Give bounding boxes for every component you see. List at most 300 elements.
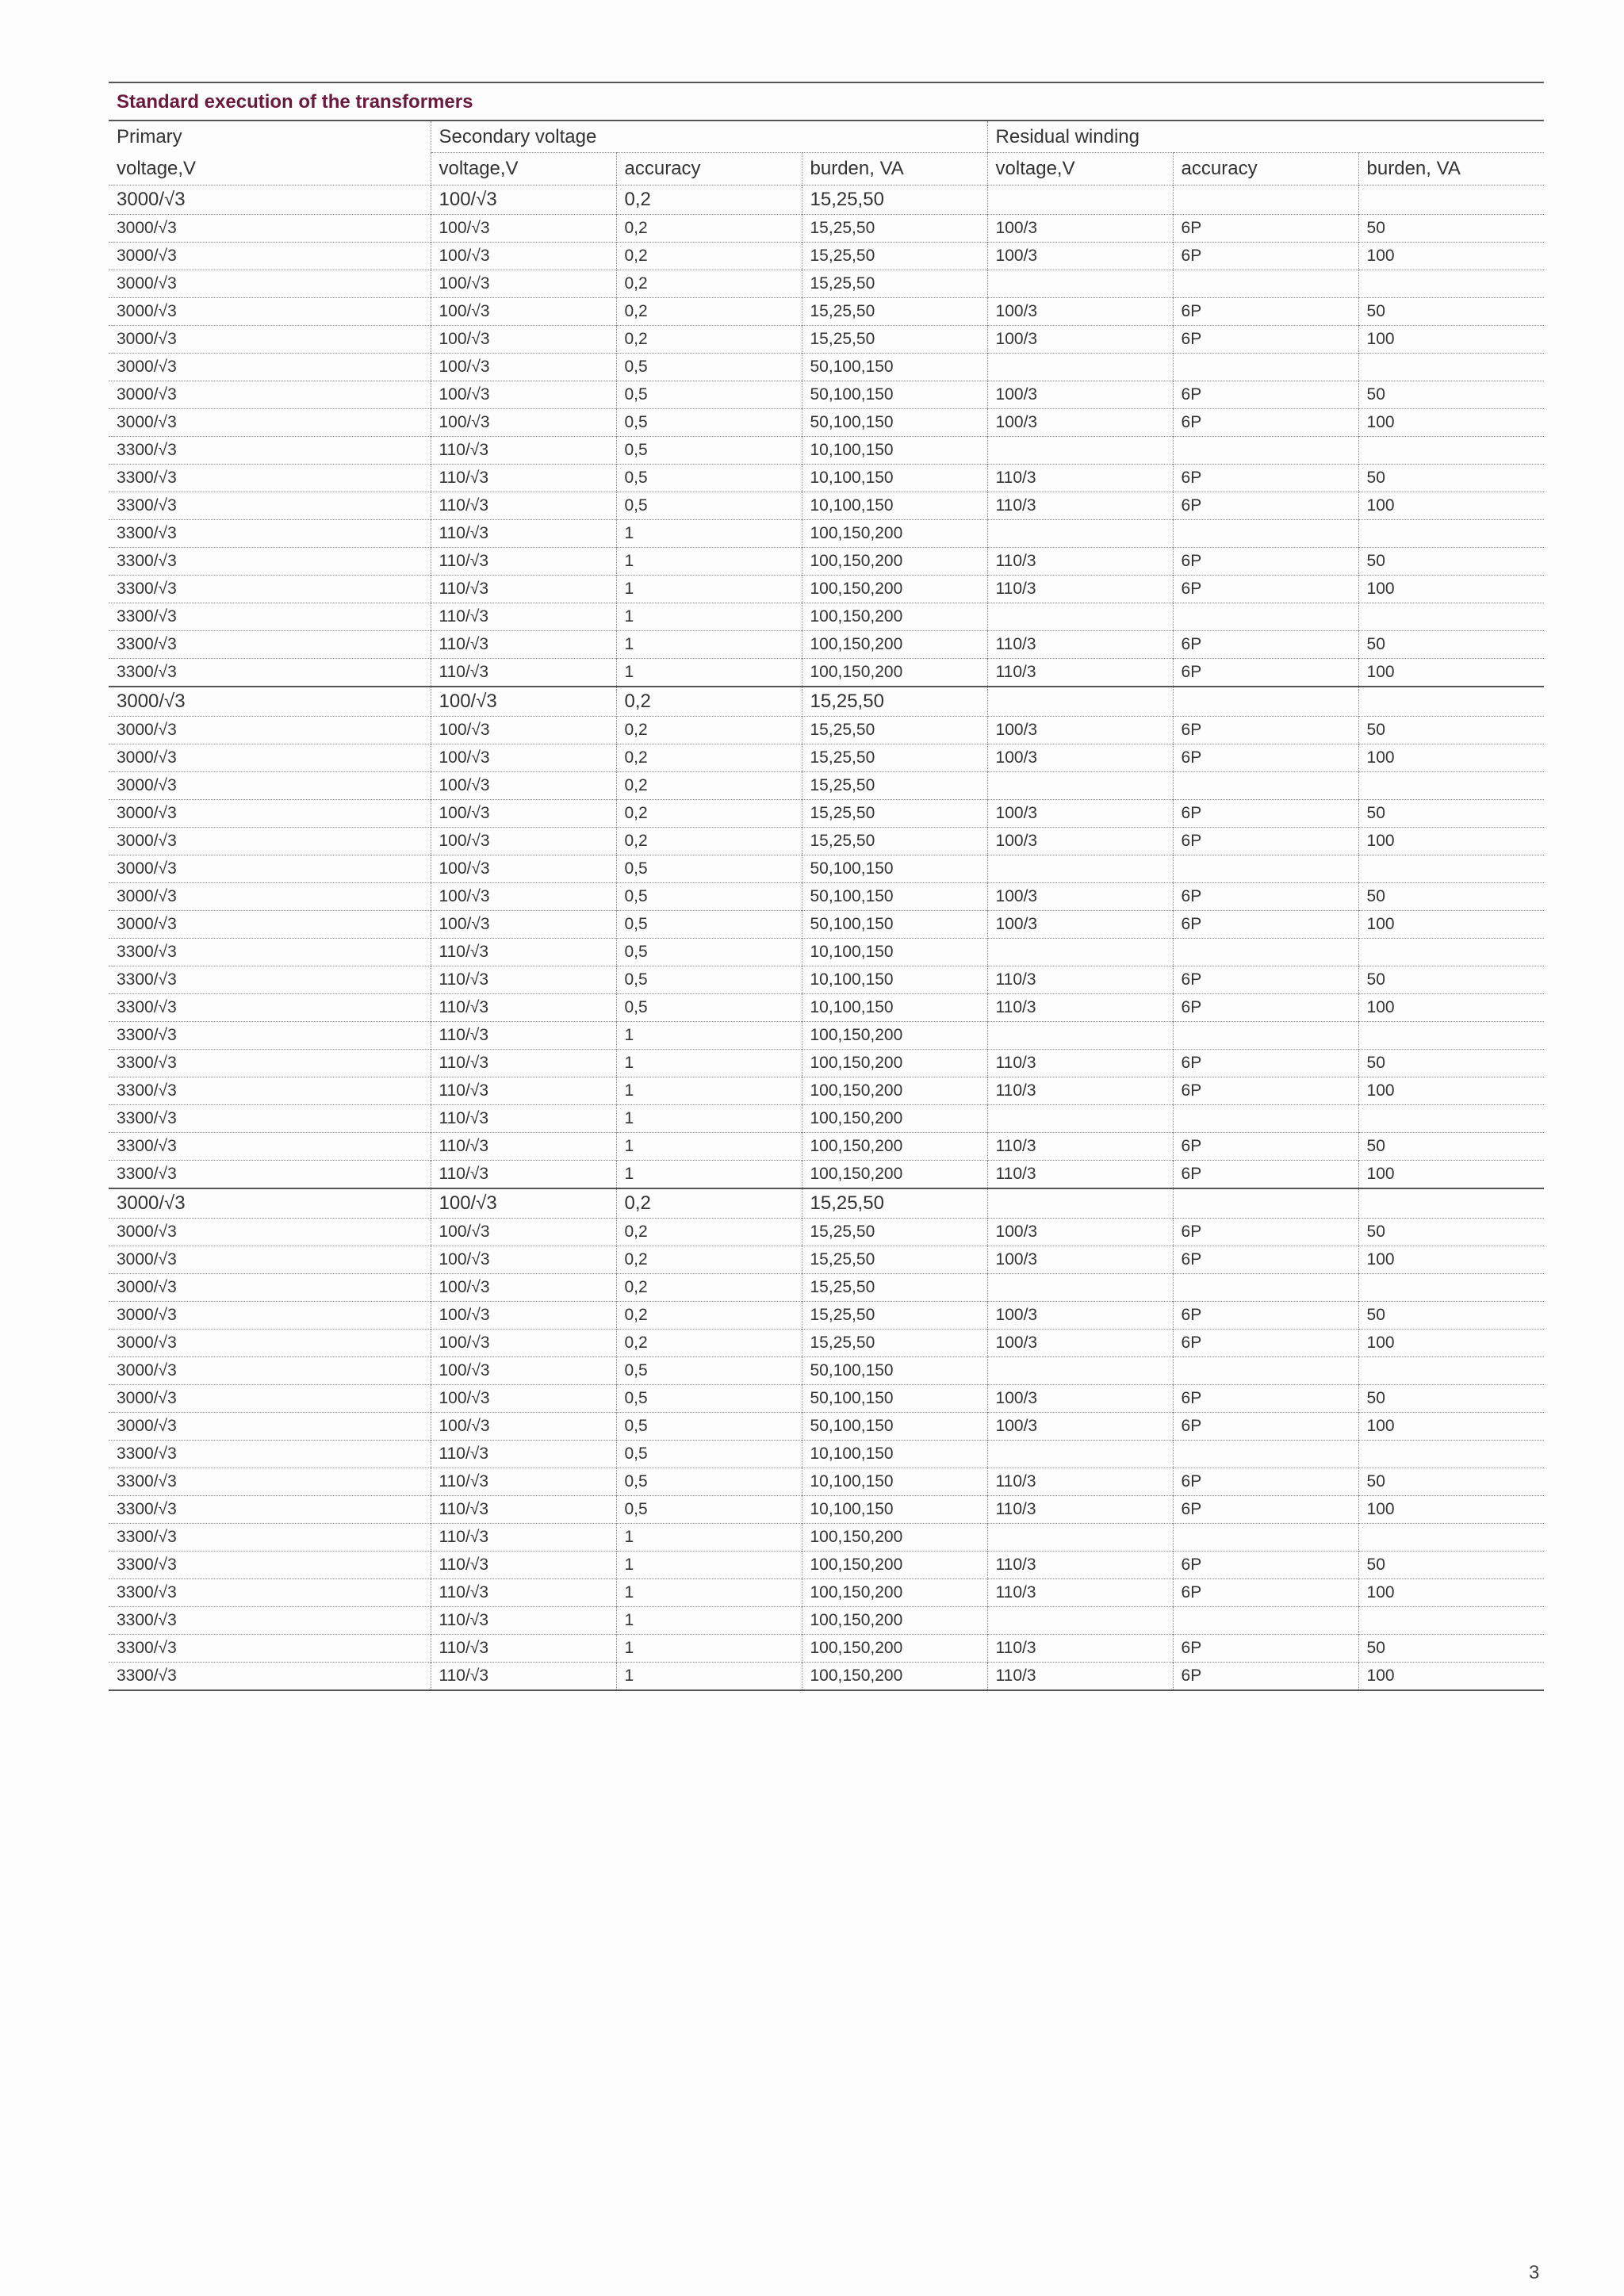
cell-primary-voltage: 3300/√3 — [109, 576, 431, 603]
cell-secondary-burden: 15,25,50 — [802, 270, 987, 298]
table-row — [109, 1188, 1544, 1219]
cell-secondary-voltage: 110/√3 — [431, 1050, 616, 1077]
table-row — [109, 1496, 1544, 1524]
cell-secondary-burden: 50,100,150 — [802, 1413, 987, 1441]
cell-primary-voltage: 3300/√3 — [109, 1077, 431, 1105]
cell-residual-accuracy — [1173, 1105, 1358, 1133]
cell-residual-accuracy: 6P — [1173, 1050, 1358, 1077]
cell-residual-voltage: 100/3 — [987, 744, 1173, 772]
table-row — [109, 687, 1544, 717]
cell-residual-burden — [1358, 687, 1544, 717]
cell-secondary-burden: 15,25,50 — [802, 1274, 987, 1302]
table-row — [109, 1607, 1544, 1635]
cell-secondary-burden: 100,150,200 — [802, 1161, 987, 1189]
cell-primary-voltage: 3300/√3 — [109, 603, 431, 631]
table-row — [109, 186, 1544, 215]
cell-primary-voltage: 3000/√3 — [109, 855, 431, 883]
cell-secondary-burden: 15,25,50 — [802, 687, 987, 717]
table-row — [109, 298, 1544, 326]
cell-residual-voltage — [987, 520, 1173, 548]
cell-secondary-burden: 50,100,150 — [802, 354, 987, 381]
cell-residual-accuracy: 6P — [1173, 381, 1358, 409]
cell-residual-voltage — [987, 1188, 1173, 1219]
cell-residual-burden: 50 — [1358, 717, 1544, 744]
header-secondary-accuracy: accuracy — [616, 153, 802, 186]
cell-residual-accuracy: 6P — [1173, 1302, 1358, 1330]
cell-residual-voltage: 110/3 — [987, 1579, 1173, 1607]
cell-secondary-accuracy: 1 — [616, 1161, 802, 1189]
cell-residual-voltage: 110/3 — [987, 1133, 1173, 1161]
cell-residual-burden: 100 — [1358, 1579, 1544, 1607]
cell-secondary-accuracy: 0,5 — [616, 465, 802, 492]
cell-residual-burden: 100 — [1358, 659, 1544, 687]
cell-secondary-burden: 15,25,50 — [802, 772, 987, 800]
cell-primary-voltage: 3300/√3 — [109, 939, 431, 966]
cell-secondary-burden: 10,100,150 — [802, 966, 987, 994]
cell-secondary-accuracy: 1 — [616, 659, 802, 687]
table-row — [109, 1133, 1544, 1161]
cell-primary-voltage: 3000/√3 — [109, 828, 431, 855]
cell-primary-voltage: 3300/√3 — [109, 1635, 431, 1663]
cell-primary-voltage: 3300/√3 — [109, 1663, 431, 1690]
cell-residual-voltage: 100/3 — [987, 883, 1173, 911]
cell-residual-burden: 50 — [1358, 1385, 1544, 1413]
header-residual-accuracy: accuracy — [1173, 153, 1358, 186]
cell-residual-burden: 50 — [1358, 1552, 1544, 1579]
cell-residual-accuracy — [1173, 772, 1358, 800]
cell-secondary-burden: 10,100,150 — [802, 994, 987, 1022]
cell-residual-voltage: 100/3 — [987, 326, 1173, 354]
cell-primary-voltage: 3300/√3 — [109, 548, 431, 576]
cell-residual-accuracy — [1173, 354, 1358, 381]
header-secondary-voltage: Secondary voltage — [431, 121, 987, 153]
cell-secondary-accuracy: 0,5 — [616, 1468, 802, 1496]
cell-secondary-burden: 15,25,50 — [802, 744, 987, 772]
cell-residual-burden: 50 — [1358, 215, 1544, 243]
cell-secondary-burden: 100,150,200 — [802, 1552, 987, 1579]
table-row — [109, 1385, 1544, 1413]
cell-residual-accuracy — [1173, 1607, 1358, 1635]
cell-secondary-accuracy: 1 — [616, 1022, 802, 1050]
cell-residual-voltage — [987, 603, 1173, 631]
cell-secondary-accuracy: 0,2 — [616, 186, 802, 215]
cell-secondary-accuracy: 0,5 — [616, 381, 802, 409]
cell-residual-burden: 100 — [1358, 492, 1544, 520]
cell-secondary-burden: 15,25,50 — [802, 215, 987, 243]
cell-residual-burden: 100 — [1358, 326, 1544, 354]
table-row — [109, 1552, 1544, 1579]
cell-secondary-accuracy: 0,2 — [616, 687, 802, 717]
cell-secondary-accuracy: 1 — [616, 631, 802, 659]
cell-residual-burden — [1358, 270, 1544, 298]
cell-secondary-accuracy: 1 — [616, 1077, 802, 1105]
table-row — [109, 1413, 1544, 1441]
header-residual-winding: Residual winding — [987, 121, 1544, 153]
cell-residual-accuracy — [1173, 1022, 1358, 1050]
table-row — [109, 772, 1544, 800]
cell-residual-accuracy: 6P — [1173, 1161, 1358, 1189]
cell-primary-voltage: 3000/√3 — [109, 1357, 431, 1385]
cell-residual-voltage — [987, 939, 1173, 966]
table-row — [109, 1330, 1544, 1357]
cell-residual-burden: 50 — [1358, 800, 1544, 828]
cell-residual-voltage — [987, 1607, 1173, 1635]
cell-secondary-voltage: 100/√3 — [431, 354, 616, 381]
header-primary: Primary — [117, 125, 182, 147]
table-row — [109, 326, 1544, 354]
cell-secondary-voltage: 100/√3 — [431, 298, 616, 326]
table-row — [109, 1050, 1544, 1077]
cell-secondary-voltage: 100/√3 — [431, 883, 616, 911]
cell-secondary-voltage: 100/√3 — [431, 270, 616, 298]
cell-residual-voltage: 110/3 — [987, 1552, 1173, 1579]
table-row — [109, 1022, 1544, 1050]
cell-primary-voltage: 3300/√3 — [109, 1579, 431, 1607]
cell-secondary-accuracy: 0,2 — [616, 828, 802, 855]
cell-residual-accuracy: 6P — [1173, 717, 1358, 744]
cell-residual-burden — [1358, 186, 1544, 215]
cell-residual-voltage: 110/3 — [987, 548, 1173, 576]
cell-residual-burden — [1358, 437, 1544, 465]
cell-residual-accuracy: 6P — [1173, 1246, 1358, 1274]
cell-secondary-burden: 100,150,200 — [802, 1105, 987, 1133]
table-row — [109, 437, 1544, 465]
cell-secondary-voltage: 100/√3 — [431, 1188, 616, 1219]
cell-residual-voltage: 110/3 — [987, 1468, 1173, 1496]
cell-residual-voltage: 100/3 — [987, 1302, 1173, 1330]
table-row — [109, 659, 1544, 687]
transformer-table — [109, 121, 1544, 1689]
cell-primary-voltage: 3000/√3 — [109, 354, 431, 381]
cell-residual-accuracy: 6P — [1173, 215, 1358, 243]
cell-primary-voltage: 3300/√3 — [109, 631, 431, 659]
cell-secondary-burden: 100,150,200 — [802, 603, 987, 631]
cell-secondary-accuracy: 0,2 — [616, 772, 802, 800]
cell-secondary-accuracy: 0,5 — [616, 883, 802, 911]
cell-secondary-burden: 100,150,200 — [802, 1077, 987, 1105]
cell-secondary-voltage: 100/√3 — [431, 911, 616, 939]
cell-residual-accuracy: 6P — [1173, 1077, 1358, 1105]
cell-secondary-accuracy: 1 — [616, 1552, 802, 1579]
cell-primary-voltage: 3300/√3 — [109, 994, 431, 1022]
cell-secondary-accuracy: 0,2 — [616, 1188, 802, 1219]
cell-residual-burden — [1358, 772, 1544, 800]
cell-primary-voltage: 3300/√3 — [109, 1050, 431, 1077]
cell-secondary-voltage: 100/√3 — [431, 1219, 616, 1246]
cell-secondary-voltage: 110/√3 — [431, 465, 616, 492]
cell-primary-voltage: 3300/√3 — [109, 966, 431, 994]
cell-residual-voltage: 100/3 — [987, 298, 1173, 326]
cell-primary-voltage: 3000/√3 — [109, 717, 431, 744]
cell-residual-accuracy: 6P — [1173, 1468, 1358, 1496]
cell-secondary-accuracy: 0,2 — [616, 243, 802, 270]
cell-secondary-accuracy: 0,2 — [616, 1219, 802, 1246]
cell-residual-accuracy: 6P — [1173, 1133, 1358, 1161]
cell-secondary-accuracy: 0,5 — [616, 1357, 802, 1385]
cell-primary-voltage: 3000/√3 — [109, 911, 431, 939]
cell-secondary-burden: 100,150,200 — [802, 659, 987, 687]
cell-secondary-voltage: 110/√3 — [431, 492, 616, 520]
cell-primary-voltage: 3300/√3 — [109, 1105, 431, 1133]
cell-secondary-accuracy: 0,2 — [616, 744, 802, 772]
cell-secondary-voltage: 100/√3 — [431, 855, 616, 883]
table-row — [109, 1219, 1544, 1246]
cell-primary-voltage: 3300/√3 — [109, 1441, 431, 1468]
table-row — [109, 548, 1544, 576]
cell-residual-voltage — [987, 1357, 1173, 1385]
bottom-rule — [109, 1689, 1544, 1691]
cell-secondary-burden: 100,150,200 — [802, 631, 987, 659]
cell-secondary-burden: 100,150,200 — [802, 1579, 987, 1607]
cell-secondary-voltage: 110/√3 — [431, 1022, 616, 1050]
cell-primary-voltage: 3000/√3 — [109, 772, 431, 800]
cell-residual-accuracy — [1173, 603, 1358, 631]
table-row — [109, 828, 1544, 855]
cell-residual-burden: 100 — [1358, 243, 1544, 270]
cell-secondary-voltage: 100/√3 — [431, 1274, 616, 1302]
cell-residual-burden — [1358, 520, 1544, 548]
cell-residual-voltage: 110/3 — [987, 1663, 1173, 1690]
cell-secondary-voltage: 100/√3 — [431, 1302, 616, 1330]
cell-secondary-accuracy: 1 — [616, 1635, 802, 1663]
table-row — [109, 603, 1544, 631]
cell-secondary-voltage: 100/√3 — [431, 717, 616, 744]
cell-secondary-accuracy: 0,5 — [616, 1441, 802, 1468]
cell-residual-burden: 100 — [1358, 1496, 1544, 1524]
cell-secondary-voltage: 110/√3 — [431, 1441, 616, 1468]
cell-secondary-accuracy: 1 — [616, 603, 802, 631]
cell-primary-voltage: 3000/√3 — [109, 1246, 431, 1274]
cell-residual-accuracy — [1173, 270, 1358, 298]
cell-residual-accuracy: 6P — [1173, 1552, 1358, 1579]
cell-primary-voltage: 3000/√3 — [109, 883, 431, 911]
cell-secondary-accuracy: 0,2 — [616, 298, 802, 326]
cell-secondary-accuracy: 1 — [616, 1579, 802, 1607]
cell-primary-voltage: 3000/√3 — [109, 1330, 431, 1357]
table-row — [109, 1441, 1544, 1468]
cell-residual-accuracy: 6P — [1173, 1219, 1358, 1246]
header-primary-voltage: voltage,V — [117, 157, 197, 179]
cell-residual-burden: 50 — [1358, 465, 1544, 492]
cell-residual-burden — [1358, 1357, 1544, 1385]
cell-residual-accuracy: 6P — [1173, 1635, 1358, 1663]
cell-secondary-burden: 50,100,150 — [802, 911, 987, 939]
cell-secondary-voltage: 100/√3 — [431, 1357, 616, 1385]
cell-secondary-accuracy: 0,5 — [616, 1413, 802, 1441]
cell-secondary-accuracy: 0,2 — [616, 326, 802, 354]
cell-secondary-accuracy: 0,5 — [616, 354, 802, 381]
cell-residual-burden: 100 — [1358, 1330, 1544, 1357]
cell-residual-burden — [1358, 1105, 1544, 1133]
cell-residual-accuracy: 6P — [1173, 243, 1358, 270]
cell-secondary-burden: 15,25,50 — [802, 326, 987, 354]
cell-secondary-voltage: 100/√3 — [431, 800, 616, 828]
header-secondary-burden: burden, VA — [802, 153, 987, 186]
cell-residual-burden — [1358, 1188, 1544, 1219]
table-row — [109, 492, 1544, 520]
cell-residual-accuracy: 6P — [1173, 1330, 1358, 1357]
cell-residual-burden: 100 — [1358, 994, 1544, 1022]
cell-secondary-accuracy: 0,2 — [616, 1274, 802, 1302]
cell-secondary-voltage: 100/√3 — [431, 186, 616, 215]
cell-secondary-burden: 100,150,200 — [802, 1133, 987, 1161]
cell-secondary-burden: 10,100,150 — [802, 1441, 987, 1468]
table-caption: Standard execution of the transformers — [109, 83, 1544, 121]
cell-secondary-voltage: 100/√3 — [431, 1413, 616, 1441]
cell-residual-burden: 50 — [1358, 1635, 1544, 1663]
cell-primary-voltage: 3300/√3 — [109, 492, 431, 520]
cell-residual-voltage: 110/3 — [987, 1077, 1173, 1105]
cell-residual-accuracy: 6P — [1173, 548, 1358, 576]
cell-residual-burden — [1358, 1441, 1544, 1468]
cell-residual-accuracy: 6P — [1173, 298, 1358, 326]
cell-primary-voltage: 3000/√3 — [109, 1413, 431, 1441]
cell-residual-voltage: 110/3 — [987, 576, 1173, 603]
cell-primary-voltage: 3300/√3 — [109, 1133, 431, 1161]
cell-secondary-burden: 100,150,200 — [802, 520, 987, 548]
cell-secondary-voltage: 100/√3 — [431, 828, 616, 855]
cell-secondary-burden: 15,25,50 — [802, 800, 987, 828]
cell-secondary-burden: 15,25,50 — [802, 1246, 987, 1274]
cell-residual-voltage — [987, 437, 1173, 465]
cell-residual-voltage: 110/3 — [987, 1496, 1173, 1524]
cell-residual-accuracy: 6P — [1173, 631, 1358, 659]
cell-secondary-accuracy: 1 — [616, 1524, 802, 1552]
cell-secondary-accuracy: 0,2 — [616, 800, 802, 828]
cell-secondary-burden: 50,100,150 — [802, 409, 987, 437]
cell-primary-voltage: 3000/√3 — [109, 800, 431, 828]
cell-primary-voltage: 3000/√3 — [109, 687, 431, 717]
cell-secondary-voltage: 110/√3 — [431, 1105, 616, 1133]
page-number: 3 — [1529, 2262, 1540, 2283]
table-row — [109, 1105, 1544, 1133]
cell-residual-accuracy: 6P — [1173, 492, 1358, 520]
cell-residual-burden — [1358, 855, 1544, 883]
cell-secondary-burden: 50,100,150 — [802, 883, 987, 911]
cell-secondary-burden: 50,100,150 — [802, 855, 987, 883]
cell-secondary-voltage: 110/√3 — [431, 631, 616, 659]
cell-secondary-accuracy: 0,5 — [616, 1496, 802, 1524]
cell-secondary-burden: 10,100,150 — [802, 1468, 987, 1496]
cell-residual-accuracy — [1173, 687, 1358, 717]
table-row — [109, 354, 1544, 381]
table-row — [109, 243, 1544, 270]
cell-residual-burden: 100 — [1358, 1161, 1544, 1189]
cell-primary-voltage: 3000/√3 — [109, 243, 431, 270]
cell-residual-accuracy: 6P — [1173, 576, 1358, 603]
cell-residual-burden: 50 — [1358, 1219, 1544, 1246]
cell-primary-voltage: 3000/√3 — [109, 409, 431, 437]
cell-primary-voltage: 3300/√3 — [109, 465, 431, 492]
cell-secondary-voltage: 100/√3 — [431, 409, 616, 437]
cell-primary-voltage: 3300/√3 — [109, 1468, 431, 1496]
cell-residual-voltage: 100/3 — [987, 1219, 1173, 1246]
cell-secondary-voltage: 110/√3 — [431, 966, 616, 994]
cell-residual-burden: 100 — [1358, 828, 1544, 855]
cell-primary-voltage: 3000/√3 — [109, 1219, 431, 1246]
table-row — [109, 1302, 1544, 1330]
cell-secondary-accuracy: 0,5 — [616, 492, 802, 520]
cell-residual-voltage — [987, 772, 1173, 800]
cell-secondary-voltage: 100/√3 — [431, 687, 616, 717]
cell-residual-accuracy: 6P — [1173, 966, 1358, 994]
cell-secondary-voltage: 110/√3 — [431, 520, 616, 548]
cell-residual-voltage: 100/3 — [987, 243, 1173, 270]
cell-secondary-voltage: 110/√3 — [431, 1524, 616, 1552]
cell-primary-voltage: 3300/√3 — [109, 1524, 431, 1552]
cell-secondary-burden: 15,25,50 — [802, 828, 987, 855]
header-secondary-voltage-v: voltage,V — [431, 153, 616, 186]
cell-secondary-voltage: 100/√3 — [431, 744, 616, 772]
cell-residual-accuracy — [1173, 1274, 1358, 1302]
table-body — [109, 186, 1544, 1690]
cell-secondary-burden: 100,150,200 — [802, 1022, 987, 1050]
table-row — [109, 994, 1544, 1022]
cell-residual-voltage: 110/3 — [987, 492, 1173, 520]
cell-secondary-voltage: 110/√3 — [431, 603, 616, 631]
cell-secondary-accuracy: 0,2 — [616, 1246, 802, 1274]
cell-residual-burden: 50 — [1358, 966, 1544, 994]
cell-secondary-burden: 100,150,200 — [802, 1607, 987, 1635]
cell-secondary-burden: 100,150,200 — [802, 1050, 987, 1077]
cell-residual-burden — [1358, 603, 1544, 631]
cell-residual-voltage: 110/3 — [987, 659, 1173, 687]
cell-residual-voltage: 100/3 — [987, 1330, 1173, 1357]
cell-secondary-burden: 50,100,150 — [802, 1385, 987, 1413]
cell-primary-voltage: 3000/√3 — [109, 326, 431, 354]
cell-residual-accuracy: 6P — [1173, 326, 1358, 354]
cell-secondary-accuracy: 0,5 — [616, 1385, 802, 1413]
cell-primary-voltage: 3000/√3 — [109, 1188, 431, 1219]
cell-secondary-voltage: 110/√3 — [431, 1663, 616, 1690]
cell-secondary-voltage: 100/√3 — [431, 1330, 616, 1357]
cell-secondary-voltage: 100/√3 — [431, 215, 616, 243]
cell-secondary-accuracy: 0,2 — [616, 717, 802, 744]
table-row — [109, 1524, 1544, 1552]
cell-secondary-accuracy: 0,5 — [616, 437, 802, 465]
cell-residual-accuracy: 6P — [1173, 409, 1358, 437]
cell-secondary-voltage: 100/√3 — [431, 381, 616, 409]
table-row — [109, 381, 1544, 409]
cell-residual-voltage: 110/3 — [987, 631, 1173, 659]
cell-secondary-burden: 15,25,50 — [802, 717, 987, 744]
cell-secondary-accuracy: 1 — [616, 1105, 802, 1133]
cell-residual-burden: 50 — [1358, 381, 1544, 409]
cell-residual-burden — [1358, 1022, 1544, 1050]
cell-residual-burden: 100 — [1358, 744, 1544, 772]
cell-secondary-burden: 10,100,150 — [802, 939, 987, 966]
cell-residual-voltage: 100/3 — [987, 911, 1173, 939]
cell-secondary-burden: 15,25,50 — [802, 186, 987, 215]
cell-residual-accuracy: 6P — [1173, 1579, 1358, 1607]
cell-residual-accuracy — [1173, 939, 1358, 966]
table-row — [109, 270, 1544, 298]
cell-residual-voltage: 100/3 — [987, 1246, 1173, 1274]
cell-secondary-accuracy: 0,5 — [616, 966, 802, 994]
cell-secondary-accuracy: 0,2 — [616, 1302, 802, 1330]
cell-residual-burden — [1358, 1274, 1544, 1302]
table-row — [109, 576, 1544, 603]
header-residual-burden: burden, VA — [1358, 153, 1544, 186]
table-row — [109, 1635, 1544, 1663]
cell-secondary-accuracy: 1 — [616, 548, 802, 576]
cell-secondary-accuracy: 0,5 — [616, 409, 802, 437]
cell-primary-voltage: 3000/√3 — [109, 381, 431, 409]
cell-secondary-burden: 100,150,200 — [802, 548, 987, 576]
cell-secondary-burden: 100,150,200 — [802, 1635, 987, 1663]
cell-residual-voltage: 100/3 — [987, 1385, 1173, 1413]
cell-primary-voltage: 3300/√3 — [109, 1552, 431, 1579]
